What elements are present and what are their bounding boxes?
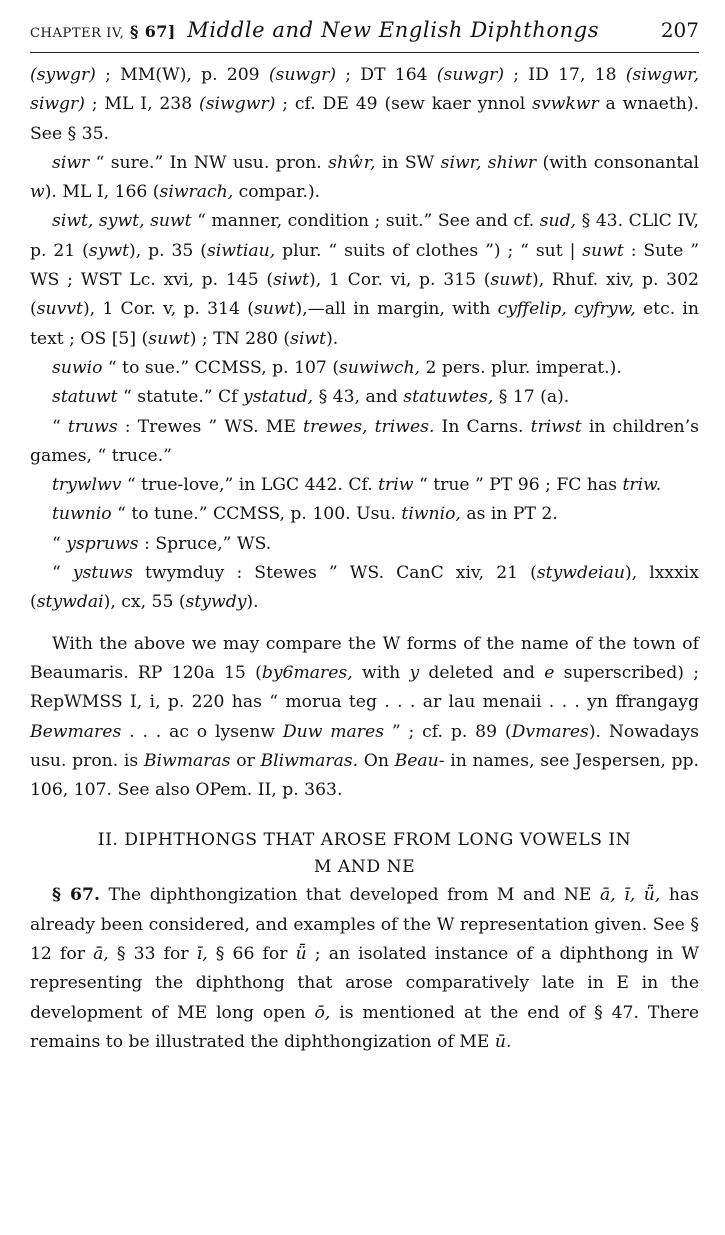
text-run: § 43. CLlC IV, p. 21 (	[30, 211, 699, 261]
text-run: “ true ” PT 96 ; FC has	[413, 475, 623, 496]
italic-term: trewes, triwes.	[303, 416, 435, 437]
glossary-entry	[30, 207, 699, 353]
text-run: § 33 for	[108, 944, 197, 965]
glossary-entry	[30, 354, 699, 383]
italic-term: siwr	[52, 152, 90, 173]
text-run: (with consonantal	[536, 152, 699, 173]
text-run: deleted and	[419, 662, 545, 683]
text-run: in names, see Jespersen, pp. 106, 107. See also OPem. II, p. 363.	[30, 750, 699, 801]
text-run: ), p. 35 (	[129, 240, 207, 261]
beaumaris-paragraph	[30, 630, 699, 806]
italic-term: tuwnio	[52, 504, 112, 525]
text-run: ), 1 Cor. vi, p. 315 (	[309, 270, 491, 291]
text-run: ), Rhuf. xiv, p. 302 (	[30, 270, 699, 320]
text-run: On	[358, 750, 395, 771]
italic-term: Biwmaras	[143, 750, 231, 771]
text-run: With the above we may compare the W forms of the name of the town of Beaumaris. RP 120a 15 (	[30, 633, 699, 683]
italic-term: suwt	[490, 270, 532, 291]
text-run: a wnaeth). See § 35.	[30, 94, 699, 144]
glossary-entry	[30, 413, 699, 472]
glossary-entry	[30, 149, 699, 208]
chapter-label: CHAPTER IV,	[30, 26, 125, 41]
italic-term: by6mares,	[261, 662, 353, 683]
italic-term: ī,	[196, 944, 208, 965]
italic-term: ū.	[494, 1031, 512, 1052]
italic-term: ystatud,	[243, 387, 314, 408]
italic-term: sud,	[539, 211, 577, 232]
text-run: 2 pers. plur. imperat.).	[420, 357, 622, 378]
glossary-entries	[30, 61, 699, 618]
italic-term: ǖ	[295, 944, 307, 965]
italic-term: suwt	[148, 328, 190, 349]
text-run: has already been considered, and examples of the W representation given. See § 12 for	[30, 885, 699, 965]
italic-term: statuwt	[52, 387, 118, 408]
italic-term: stywdai	[36, 592, 104, 613]
text-run: ).	[246, 592, 259, 613]
text-run: § 17 (a).	[493, 387, 570, 408]
text-run: “ true-love,” in LGC 442. Cf.	[121, 475, 379, 496]
text-run: ). Nowadays usu. pron. is	[30, 721, 699, 771]
italic-term: Bliwmaras.	[260, 750, 359, 771]
text-run: “ to tune.” CCMSS, p. 100. Usu.	[111, 504, 402, 525]
italic-term: shŵr,	[328, 152, 376, 173]
italic-term: suwiwch,	[339, 357, 421, 378]
italic-term: sywt	[88, 240, 130, 261]
text-run: § 43, and	[313, 387, 404, 408]
text-run: The diphthongization that developed from M and NE	[99, 885, 601, 906]
italic-term: w	[30, 182, 45, 203]
text-run: “ to sue.” CCMSS, p. 107 (	[102, 357, 340, 378]
italic-term: svwkwr	[532, 94, 599, 115]
italic-term: stywdeiau	[536, 563, 625, 584]
italic-term: statuwtes,	[403, 387, 494, 408]
glossary-entry	[30, 61, 699, 149]
section-heading-line-1: II. DIPHTHONGS THAT AROSE FROM LONG VOWELS IN	[97, 830, 632, 851]
text-run: : Spruce,” WS.	[138, 533, 272, 554]
italic-term: (sywgr)	[30, 65, 96, 85]
text-run: “	[52, 563, 73, 584]
text-run: . . . ac o lysenw	[121, 721, 283, 742]
page-body	[30, 61, 699, 1057]
italic-term: siwrach,	[159, 182, 234, 203]
text-run: in SW	[375, 152, 441, 173]
italic-term: (siwgwr)	[199, 94, 276, 115]
italic-term: stywdy	[185, 592, 247, 613]
italic-term: siwt	[290, 328, 327, 349]
italic-term: Dvmares	[511, 721, 589, 742]
italic-term: siwt	[273, 270, 310, 291]
text-run: plur. “ suits of clothes ”) ; “ sut |	[275, 240, 583, 261]
text-run: “ statute.” Cf	[117, 387, 244, 408]
text-run: ; MM(W), p. 209	[95, 65, 269, 85]
glossary-entry	[30, 559, 699, 618]
running-header	[30, 18, 699, 53]
italic-term: suvvt	[36, 299, 83, 320]
bold-text: § 67.	[52, 885, 100, 906]
page-number: 207	[660, 18, 699, 42]
text-run: “	[52, 416, 68, 437]
text-run: superscribed) ; RepWMSS I, i, p. 220 has “ morua teg . . . ar lau menaii . . . yn ffrangayg	[30, 662, 699, 713]
italic-term: suwt	[253, 299, 296, 320]
text-run: in children’s games, “ truce.”	[30, 416, 699, 466]
italic-term: siwtiau,	[206, 240, 276, 261]
text-run: ), lxxxix (	[30, 563, 699, 613]
text-run: ; an isolated instance of a diphthong in W representing the diphthong that arose comparatively late in E in the development of ME long open	[30, 944, 699, 1023]
header-title: Middle and New English Diphthongs	[187, 18, 600, 42]
text-run: : Trewes ” WS. ME	[117, 416, 304, 437]
text-run: etc. in text ; OS [5] (	[30, 299, 699, 349]
italic-term: suwio	[52, 357, 103, 378]
section-heading-line-2: M AND NE	[313, 857, 416, 878]
text-run: ). ML I, 166 (	[44, 182, 160, 203]
text-run: “ sure.” In NW usu. pron.	[89, 152, 329, 173]
text-run: as in PT 2.	[460, 504, 558, 525]
italic-term: triw	[378, 475, 414, 496]
italic-term: truws	[67, 416, 118, 437]
text-run: § 66 for	[207, 944, 296, 965]
italic-term: tiwnio,	[401, 504, 461, 525]
text-run: ; DT 164	[336, 65, 437, 85]
text-run: ; ML I, 238	[84, 94, 200, 115]
glossary-entry	[30, 383, 699, 412]
italic-term: Duw mares	[282, 721, 385, 742]
text-run: ” ; cf. p. 89 (	[384, 721, 512, 742]
text-run: twymduy : Stewes ” WS. CanC xiv, 21 (	[132, 563, 537, 584]
italic-term: triwst	[530, 416, 582, 437]
italic-term: siwr, shiwr	[440, 152, 537, 173]
italic-term: ā,	[93, 944, 109, 965]
text-run: ; cf. DE 49 (sew kaer ynnol	[275, 94, 533, 115]
italic-term: e	[544, 662, 555, 683]
italic-term: yspruws	[66, 533, 139, 554]
glossary-entry	[30, 500, 699, 529]
italic-term: triw.	[622, 475, 662, 496]
italic-term: trywlwv	[52, 475, 122, 496]
text-run: ) ; TN 280 (	[189, 328, 291, 349]
text-run: “ manner, condition ; suit.” See and cf.	[191, 211, 540, 232]
glossary-entry	[30, 530, 699, 559]
text-run: or	[230, 750, 261, 771]
text-run: : Sute ” WS ; WST Lc. xvi, p. 145 (	[30, 240, 700, 291]
italic-term: Bewmares	[30, 721, 122, 742]
italic-term: ā, ī, ǖ,	[600, 885, 661, 906]
italic-term: Beau-	[394, 750, 445, 771]
italic-term: ystuws	[72, 563, 133, 584]
glossary-entry	[30, 471, 699, 500]
italic-term: (suwgr)	[268, 65, 337, 85]
text-run: “	[52, 533, 67, 554]
header-section: § 67]	[129, 22, 176, 41]
text-run: compar.).	[233, 182, 321, 203]
italic-term: (siwgwr, siwgr)	[30, 65, 699, 115]
text-run: ), 1 Cor. v, p. 314 (	[82, 299, 254, 320]
italic-term: suwt	[582, 240, 624, 261]
text-run: ; ID 17, 18	[504, 65, 626, 85]
text-run: with	[352, 662, 410, 683]
text-run: In Carns.	[434, 416, 531, 437]
italic-term: (suwgr)	[436, 65, 505, 85]
running-head	[30, 18, 599, 42]
text-run: ),—all in margin, with	[295, 299, 498, 320]
italic-term: cyffelip, cyfryw,	[497, 299, 636, 320]
section-heading	[30, 827, 699, 881]
italic-term: ō,	[314, 1002, 331, 1023]
text-run: is mentioned at the end of § 47. There remains to be illustrated the diphthongization of ME	[30, 1002, 700, 1052]
section-67-paragraph	[30, 881, 699, 1057]
italic-term: siwt, sywt, suwt	[52, 211, 192, 232]
text-run: ).	[326, 328, 339, 349]
italic-term: y	[409, 662, 420, 683]
text-run: ), cx, 55 (	[103, 592, 186, 613]
